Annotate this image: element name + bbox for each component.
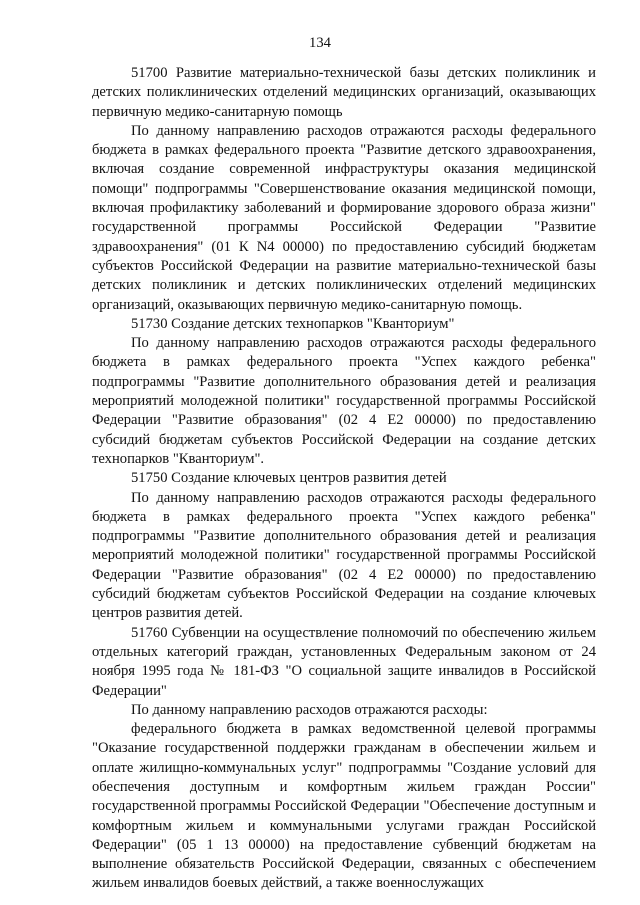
paragraph-51760-intro: По данному направлению расходов отражаются расходы: <box>131 701 488 718</box>
paragraph-51750-body: По данному направлению расходов отражаются расходы федерального бюджета в рамках федерального проекта "Успех каждого ребенка" подпрограммы "Развитие дополнительного образования детей и реализация мероприятий молодежной политики" государственной программы Российской Федерации "Развитие образования" (02 4 Е2 00000) по предоставлению субсидий бюджетам субъектов Российской Федерации на создание ключевых центров развития детей. <box>92 489 596 622</box>
section-heading-51700: 51700 Развитие материально-технической базы детских поликлиник и детских поликлинических отделений медицинских организаций, оказывающих первичную медико-санитарную помощь <box>92 65 596 120</box>
section-heading-51750: 51750 Создание ключевых центров развития детей <box>131 470 447 487</box>
paragraph-51700-body: По данному направлению расходов отражаются расходы федерального бюджета в рамках федерального проекта "Развитие детского здравоохранения, включая создание современной инфраструктуры оказания медицинской помощи" подпрограммы "Совершенствование оказания медицинской помощи, включая профилактику заболеваний и формирование здорового образа жизни" государственной программы Российской Федерации "Развитие здравоохранения" (01 К N4 00000) по предоставлению субсидий бюджетам субъектов Российской Федерации на развитие материально-технической базы детских поликлиник и детских поликлинических отделений медицинских организаций, оказывающих первичную медико-санитарную помощь. <box>92 122 596 313</box>
document-body <box>92 64 596 894</box>
paragraph-51760-body: федерального бюджета в рамках ведомственной целевой программы "Оказание государственной поддержки гражданам в обеспечении жильем и оплате жилищно-коммунальных услуг" подпрограммы "Создание условий для обеспечения доступным и комфортным жильем граждан России" государственной программы Российской Федерации "Обеспечение доступным и комфортным жильем и коммунальными услугами граждан Российской Федерации" (05 1 13 00000) на предоставление субвенций бюджетам на выполнение обязательств Российской Федерации, связанных с обеспечением жильем инвалидов боевых действий, а также военнослужащих <box>92 721 596 892</box>
section-heading-51730: 51730 Создание детских технопарков "Кванториум" <box>131 315 455 332</box>
paragraph-51730-body: По данному направлению расходов отражаются расходы федерального бюджета в рамках федерального проекта "Успех каждого ребенка" подпрограммы "Развитие дополнительного образования детей и реализация мероприятий молодежной политики" государственной программы Российской Федерации "Развитие образования" (02 4 Е2 00000) по предоставлению субсидий бюджетам субъектов Российской Федерации на создание детских технопарков "Кванториум". <box>92 335 596 467</box>
section-heading-51760: 51760 Субвенции на осуществление полномочий по обеспечению жильем отдельных категорий граждан, установленных Федеральным законом от 24 ноября 1995 года № 181-ФЗ "О социальной защите инвалидов в Российской Федерации" <box>92 624 596 699</box>
page-number: 134 <box>309 35 331 51</box>
